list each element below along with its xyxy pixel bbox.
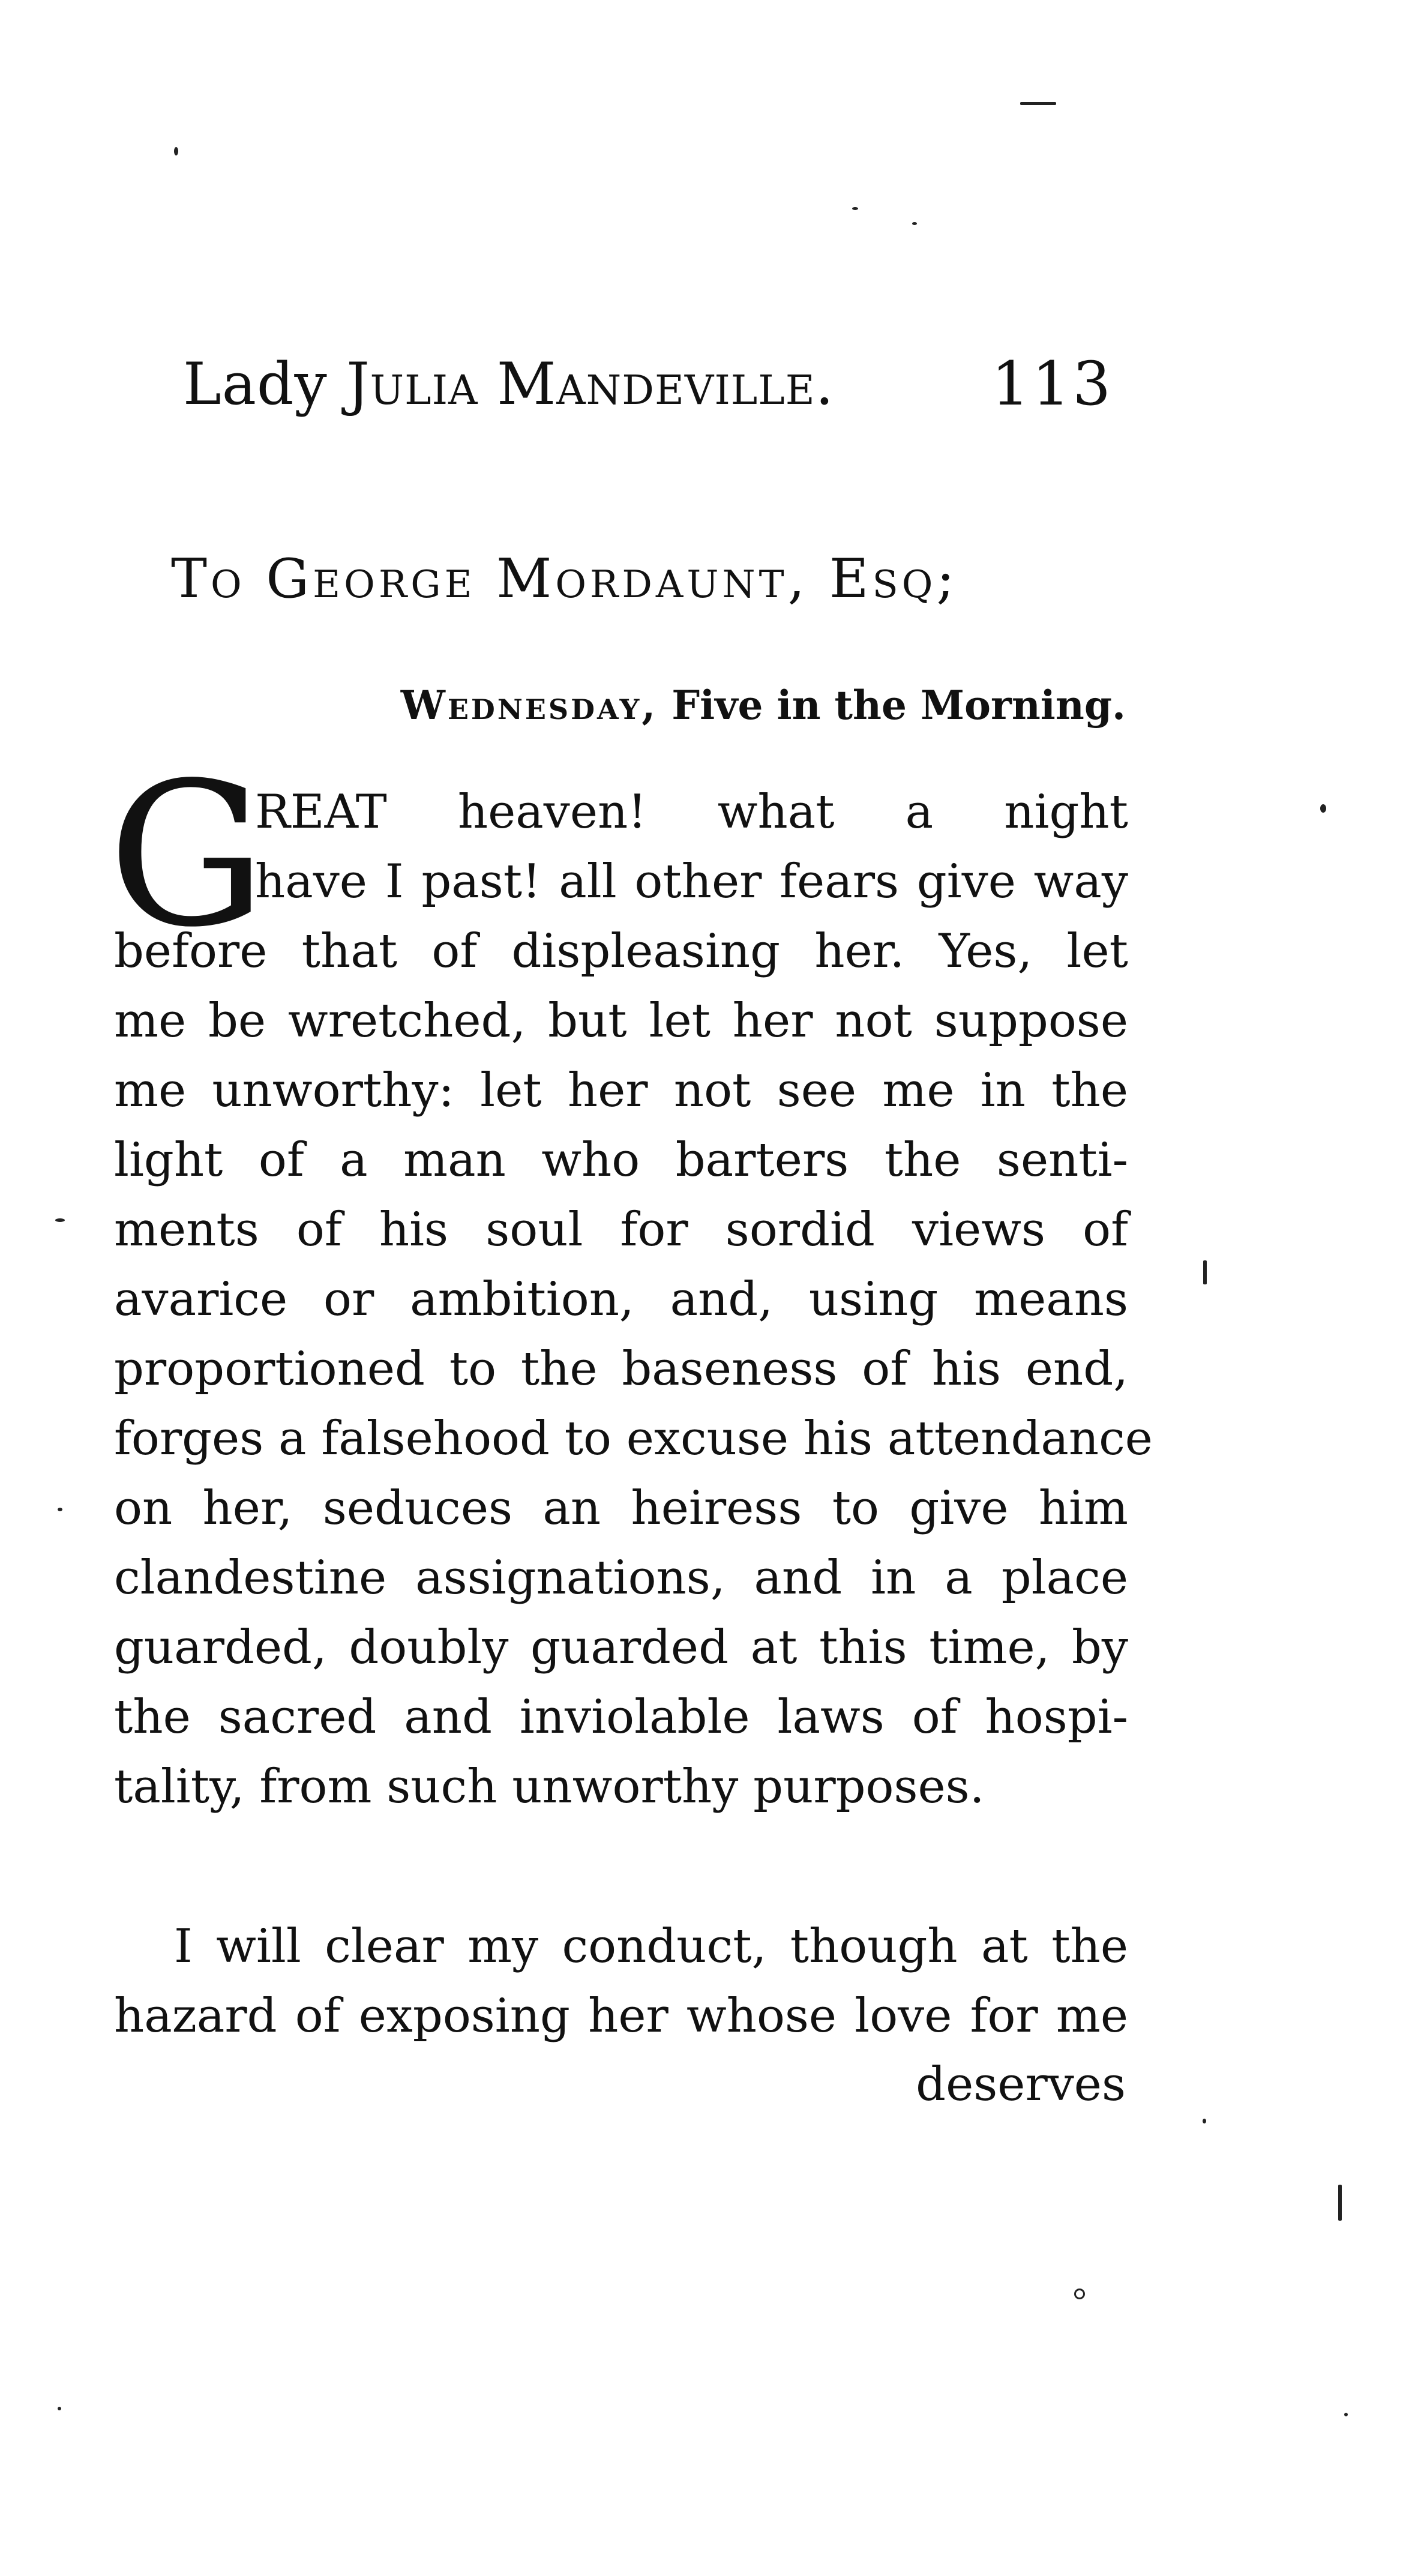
scan-speck bbox=[1074, 2289, 1085, 2299]
drop-cap: G bbox=[108, 740, 266, 971]
body-line: on her, seduces an heiress to give him bbox=[114, 1481, 1128, 1535]
body-line: ments of his soul for sordid views of bbox=[114, 1203, 1128, 1257]
body-line: me be wretched, but let her not suppose bbox=[114, 994, 1128, 1048]
scan-speck bbox=[912, 222, 917, 225]
scan-speck bbox=[1020, 102, 1056, 105]
body-line: hazard of exposing her whose love for me bbox=[114, 1989, 1128, 2043]
letter-addressee: To George Mordaunt, Esq; bbox=[171, 547, 958, 610]
scan-speck bbox=[58, 2407, 61, 2410]
running-title-prefix: Lady bbox=[183, 351, 347, 418]
dateline-day: Wednesday, bbox=[400, 682, 658, 729]
body-line: I will clear my conduct, though at the bbox=[174, 1919, 1128, 1973]
scan-speck bbox=[852, 207, 858, 210]
scan-speck bbox=[1203, 2119, 1206, 2123]
body-line: proportioned to the baseness of his end, bbox=[114, 1342, 1128, 1396]
running-title-name: Julia Mandeville. bbox=[346, 351, 835, 418]
letter-paragraph-1 bbox=[108, 740, 1153, 1822]
scan-speck bbox=[1320, 804, 1326, 813]
body-line: tality, from such unworthy purposes. bbox=[114, 1760, 985, 1814]
scan-speck bbox=[1203, 1260, 1207, 1284]
body-line: avarice or ambition, and, using means bbox=[114, 1272, 1128, 1326]
letter-dateline bbox=[401, 675, 1126, 735]
body-line: REAT heaven! what a night bbox=[255, 785, 1128, 839]
scan-speck bbox=[1344, 2413, 1348, 2416]
body-line: me unworthy: let her not see me in the bbox=[114, 1064, 1128, 1118]
body-line: forges a falsehood to excuse his attendance bbox=[114, 1412, 1153, 1466]
letter-paragraph-2 bbox=[114, 1912, 1128, 2051]
body-line: light of a man who barters the senti- bbox=[114, 1133, 1128, 1187]
body-line: before that of displeasing her. Yes, let bbox=[114, 924, 1128, 978]
scan-speck bbox=[58, 1508, 62, 1511]
body-line: clandestine assignations, and in a place bbox=[114, 1551, 1128, 1605]
running-head bbox=[183, 342, 1125, 426]
scan-speck bbox=[174, 147, 178, 155]
body-line: have I past! all other fears give way bbox=[255, 855, 1128, 909]
body-line: the sacred and inviolable laws of hospi- bbox=[114, 1690, 1128, 1744]
scan-speck bbox=[1338, 2185, 1342, 2221]
catchword: deserves bbox=[916, 2057, 1126, 2111]
scan-speck bbox=[55, 1218, 65, 1222]
running-title bbox=[183, 342, 834, 426]
body-line: guarded, doubly guarded at this time, by bbox=[114, 1621, 1128, 1675]
page-number: 113 bbox=[991, 349, 1113, 419]
dateline-time: Five in the Morning. bbox=[658, 682, 1126, 729]
